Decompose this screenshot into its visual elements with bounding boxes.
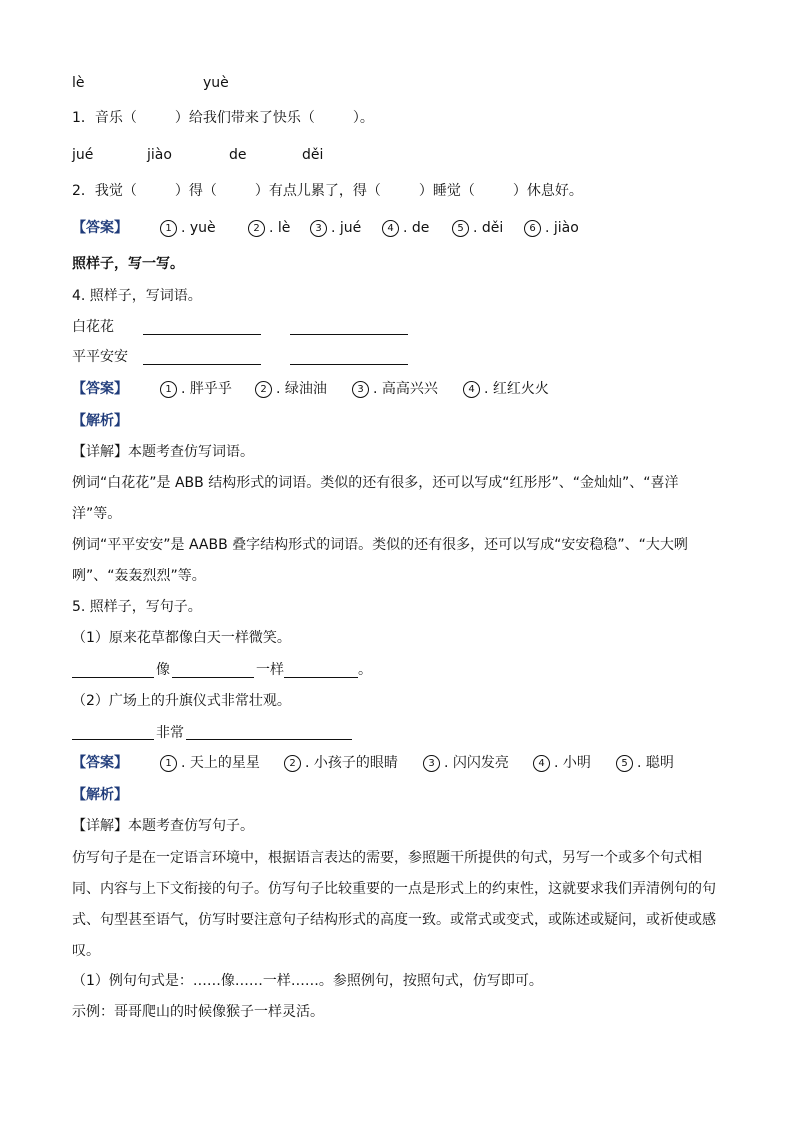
answer-item: 2 . lè [248, 218, 290, 238]
answer-item: 2 . 小孩子的眼睛 [284, 753, 398, 773]
analysis-tag: 【解析】 [72, 787, 128, 803]
blank-line [290, 364, 408, 365]
analysis-paragraph: 仿写句子是在一定语言环境中，根据语言表达的需要，参照题干所提供的句式，另写一个或多个句式相同、内容与上下文衔接的句子。仿写句子比较重要的一点是形式上的约束性，这就要求我们弄清例句的句式、句型甚至语气，仿写时要注意句子结构形式的高度一致。或常式或变式，或陈述或疑问，或祈使或感叹。 [72, 850, 716, 959]
pinyin-jue: jué [72, 147, 94, 163]
answer-tag: 【答案】 [72, 755, 128, 771]
example-word-1: 白花花 [72, 319, 114, 335]
pattern-explanation: （1）例句句式是：……像……一样……。参照例句，按照句式，仿写即可。 [72, 973, 543, 989]
answer-item: 4 . 红红火火 [463, 379, 549, 399]
detail-line: 【详解】本题考查仿写词语。 [72, 444, 254, 460]
answer-item: 1 . 胖乎乎 [160, 379, 232, 399]
answer-item: 2 . 绿油油 [255, 379, 327, 399]
answer-item: 4 . 小明 [533, 753, 591, 773]
answer-tag: 【答案】 [72, 381, 128, 397]
question-2: 2．我觉（ ）得（ ）有点儿累了，得（ ）睡觉（ ）休息好。 [72, 183, 583, 199]
analysis-paragraph: 例词“白花花”是 ABB 结构形式的词语。类似的还有很多，还可以写成“红彤彤”、“金灿灿”、“喜洋洋”等。 [72, 475, 679, 522]
blank-line [172, 677, 254, 678]
blank-line [284, 677, 358, 678]
blank-line [290, 334, 408, 335]
answer-item: 1 . 天上的星星 [160, 753, 260, 773]
pinyin-yue: yuè [203, 75, 229, 91]
pattern-word: 非常 [156, 725, 184, 741]
question-1: 1．音乐（ ）给我们带来了快乐（ ）。 [72, 110, 374, 126]
answer-tag: 【答案】 [72, 220, 128, 236]
section-title: 照样子，写一写。 [72, 256, 184, 272]
blank-line [143, 364, 261, 365]
pinyin-de: de [229, 147, 247, 163]
answer-item: 3 . 高高兴兴 [352, 379, 438, 399]
pattern-word: 一样 [256, 662, 284, 678]
blank-line [72, 739, 154, 740]
answer-item: 3 . 闪闪发亮 [423, 753, 509, 773]
blank-line [186, 739, 352, 740]
analysis-paragraph: 例词“平平安安”是 AABB 叠字结构形式的词语。类似的还有很多，还可以写成“安安稳稳”、“大大咧咧”、“轰轰烈烈”等。 [72, 537, 688, 584]
detail-line: 【详解】本题考查仿写句子。 [72, 818, 254, 834]
blank-line [72, 677, 154, 678]
answer-item: 5 . 聪明 [616, 753, 674, 773]
question-5-sentence-1: （1）原来花草都像白天一样微笑。 [72, 630, 291, 646]
blank-line [143, 334, 261, 335]
pinyin-dei: děi [302, 147, 324, 163]
pattern-word: 像 [156, 662, 170, 678]
question-5-title: 5. 照样子，写句子。 [72, 599, 202, 615]
analysis-tag: 【解析】 [72, 413, 128, 429]
answer-item: 3 . jué [310, 218, 361, 238]
pinyin-jiao: jiào [147, 147, 172, 163]
answer-item: 6 . jiào [524, 218, 579, 238]
example-sentence: 示例：哥哥爬山的时候像猴子一样灵活。 [72, 1004, 324, 1020]
answer-item: 1 . yuè [160, 218, 216, 238]
question-4-title: 4. 照样子，写词语。 [72, 288, 202, 304]
example-word-2: 平平安安 [72, 349, 128, 365]
pinyin-le: lè [72, 75, 85, 91]
answer-item: 4 . de [382, 218, 429, 238]
answer-item: 5 . děi [452, 218, 503, 238]
pattern-word: 。 [358, 662, 372, 678]
question-5-sentence-2: （2）广场上的升旗仪式非常壮观。 [72, 693, 291, 709]
